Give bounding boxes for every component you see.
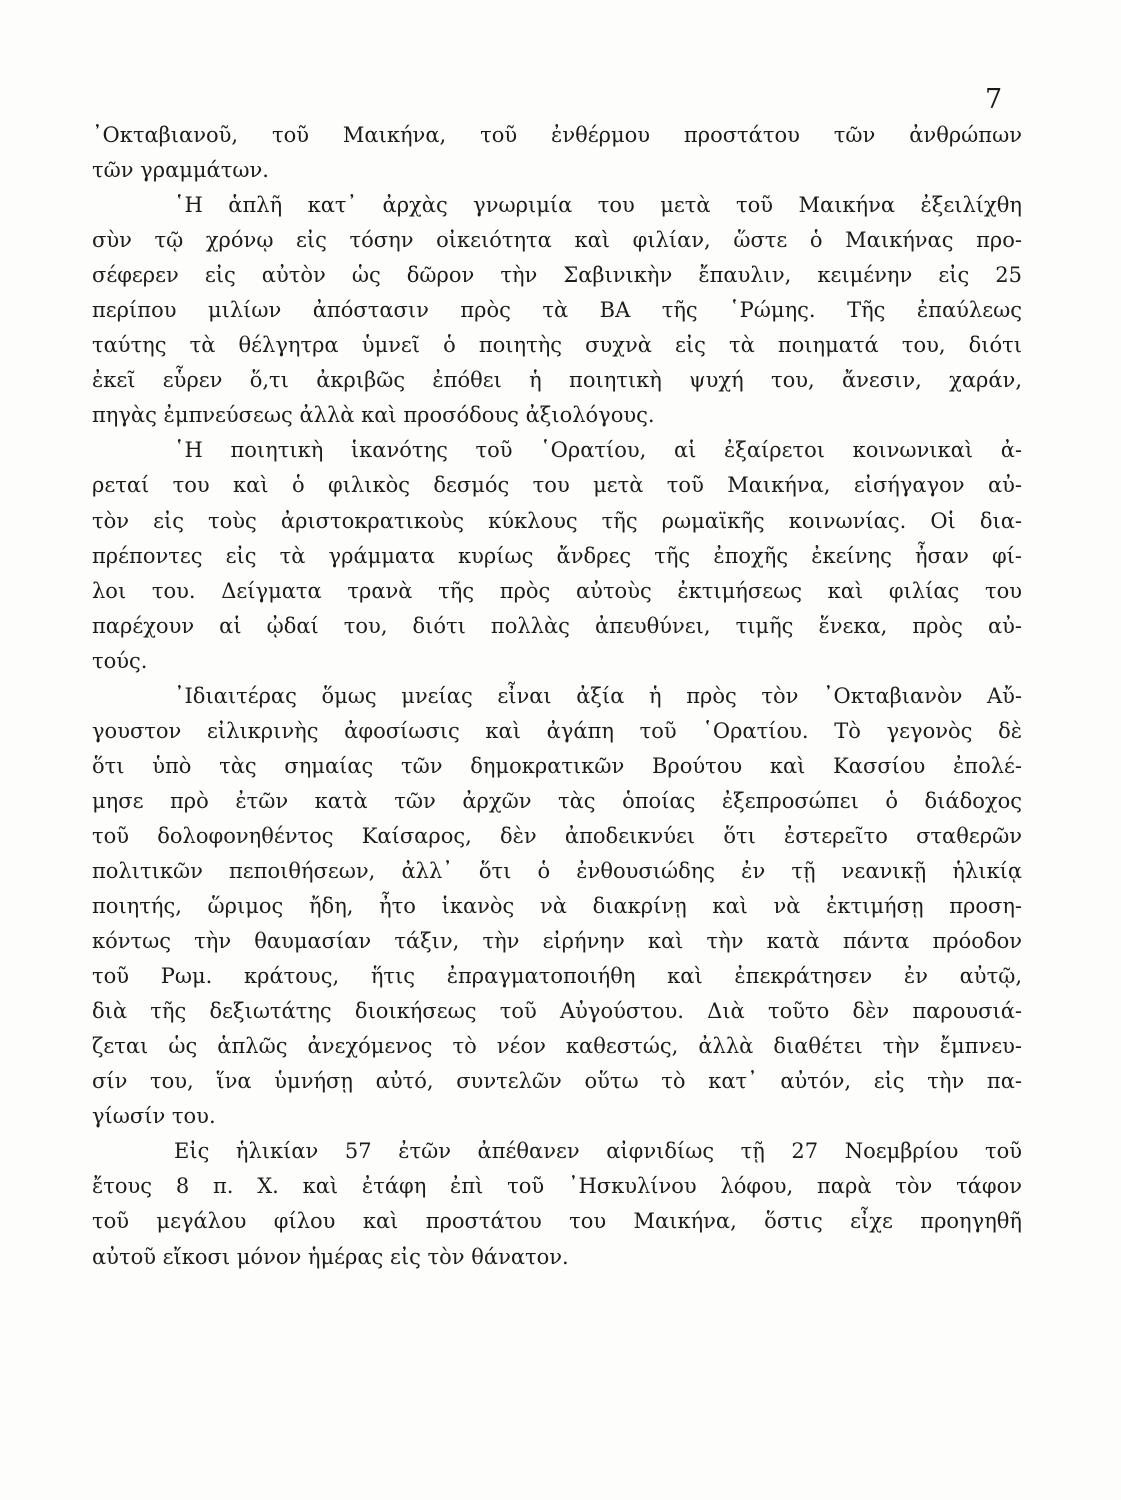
text-line: παρέχουν αἱ ᾠδαί του, διότι πολλὰς ἀπευθύνει, τιμῆς ἕνεκα, πρὸς αὐ-: [92, 613, 1022, 638]
text-line: τῶν γραμμάτων.: [92, 158, 269, 183]
text-line: πηγὰς ἐμπνεύσεως ἀλλὰ καὶ προσόδους ἀξιολόγους.: [92, 403, 655, 428]
text-line: μησε πρὸ ἐτῶν κατὰ τῶν ἀρχῶν τὰς ὁποίας ἐξεπροσώπει ὁ διάδοχος: [92, 788, 1022, 813]
text-line: γίωσίν του.: [92, 1104, 216, 1129]
text-line: τοῦ Ρωμ. κράτους, ἥτις ἐπραγματοποιήθη καὶ ἐπεκράτησεν ἐν αὐτῷ,: [92, 964, 1022, 989]
text-line: κόντως τὴν θαυμασίαν τάξιν, τὴν εἰρήνην καὶ τὴν κατὰ πάντα πρόοδον: [92, 929, 1022, 954]
text-line: ταύτης τὰ θέλγητρα ὑμνεῖ ὁ ποιητὴς συχνὰ εἰς τὰ ποιηματά του, διότι: [92, 333, 1022, 358]
page-number: 7: [985, 84, 1003, 115]
text-line: γουστον εἰλικρινὴς ἀφοσίωσις καὶ ἀγάπη τοῦ ῾Ορατίου. Τὸ γεγονὸς δὲ: [92, 718, 1022, 743]
text-line: ῾Η ποιητικὴ ἱκανότης τοῦ ῾Ορατίου, αἱ ἐξαίρετοι κοινωνικαὶ ἀ-: [174, 438, 1022, 463]
text-line: Εἰς ἡλικίαν 57 ἐτῶν ἀπέθανεν αἰφνιδίως τῇ 27 Νοεμβρίου τοῦ: [174, 1139, 1022, 1164]
text-line: τὸν εἰς τοὺς ἀριστοκρατικοὺς κύκλους τῆς ρωμαϊκῆς κοινωνίας. Οἱ δια-: [92, 508, 1022, 533]
text-line: ᾿Ιδιαιτέρας ὅμως μνείας εἶναι ἀξία ἡ πρὸς τὸν ᾿Οκταβιανὸν Αὔ-: [174, 683, 1022, 708]
text-line: ἔτους 8 π. Χ. καὶ ἐτάφη ἐπὶ τοῦ ᾿Ησκυλίνου λόφου, παρὰ τὸν τάφον: [92, 1174, 1022, 1199]
text-line: τούς.: [92, 648, 148, 673]
text-line: σὺν τῷ χρόνῳ εἰς τόσην οἰκειότητα καὶ φιλίαν, ὥστε ὁ Μαικήνας προ-: [92, 228, 1022, 253]
text-line: σέφερεν εἰς αὐτὸν ὡς δῶρον τὴν Σαβινικὴν ἔπαυλιν, κειμένην εἰς 25: [92, 263, 1022, 288]
text-line: ζεται ὡς ἁπλῶς ἀνεχόμενος τὸ νέον καθεστώς, ἀλλὰ διαθέτει τὴν ἔμπνευ-: [92, 1034, 1022, 1059]
text-line: περίπου μιλίων ἀπόστασιν πρὸς τὰ ΒΑ τῆς ῾Ρώμης. Τῆς ἐπαύλεως: [92, 298, 1022, 323]
text-line: ῾Η ἁπλῆ κατ᾿ ἀρχὰς γνωριμία του μετὰ τοῦ Μαικήνα ἐξειλίχθη: [174, 193, 1022, 218]
text-line: τοῦ μεγάλου φίλου καὶ προστάτου του Μαικήνα, ὅστις εἶχε προηγηθῆ: [92, 1209, 1022, 1234]
text-line: πολιτικῶν πεποιθήσεων, ἀλλ᾿ ὅτι ὁ ἐνθουσιώδης ἐν τῇ νεανικῇ ἡλικίᾳ: [92, 858, 1022, 883]
text-line: διὰ τῆς δεξιωτάτης διοικήσεως τοῦ Αὐγούστου. Διὰ τοῦτο δὲν παρουσιά-: [92, 999, 1022, 1024]
text-line: λοι του. Δείγματα τρανὰ τῆς πρὸς αὐτοὺς ἐκτιμήσεως καὶ φιλίας του: [92, 578, 1022, 603]
text-line: ᾿Οκταβιανοῦ, τοῦ Μαικήνα, τοῦ ἐνθέρμου προστάτου τῶν ἀνθρώπων: [92, 123, 1022, 147]
text-line: ὅτι ὑπὸ τὰς σημαίας τῶν δημοκρατικῶν Βρούτου καὶ Κασσίου ἐπολέ-: [92, 753, 1022, 778]
body-text: [92, 118, 1022, 1275]
text-line: τοῦ δολοφονηθέντος Καίσαρος, δὲν ἀποδεικνύει ὅτι ἐστερεῖτο σταθερῶν: [92, 823, 1022, 848]
text-line: αὐτοῦ εἴκοσι μόνον ἡμέρας εἰς τὸν θάνατον.: [92, 1244, 569, 1269]
text-line: πρέποντες εἰς τὰ γράμματα κυρίως ἄνδρες τῆς ἐποχῆς ἐκείνης ἦσαν φί-: [92, 543, 1022, 568]
text-line: ποιητής, ὥριμος ἤδη, ἦτο ἱκανὸς νὰ διακρίνῃ καὶ νὰ ἐκτιμήσῃ προση-: [92, 894, 1022, 919]
text-line: ρεταί του καὶ ὁ φιλικὸς δεσμός του μετὰ τοῦ Μαικήνα, εἰσήγαγον αὐ-: [92, 473, 1022, 498]
text-line: σίν του, ἵνα ὑμνήσῃ αὐτό, συντελῶν οὕτω τὸ κατ᾿ αὐτόν, εἰς τὴν πα-: [92, 1069, 1022, 1094]
text-line: ἐκεῖ εὗρεν ὅ,τι ἀκριβῶς ἐπόθει ἡ ποιητικὴ ψυχή του, ἄνεσιν, χαράν,: [92, 368, 1022, 393]
